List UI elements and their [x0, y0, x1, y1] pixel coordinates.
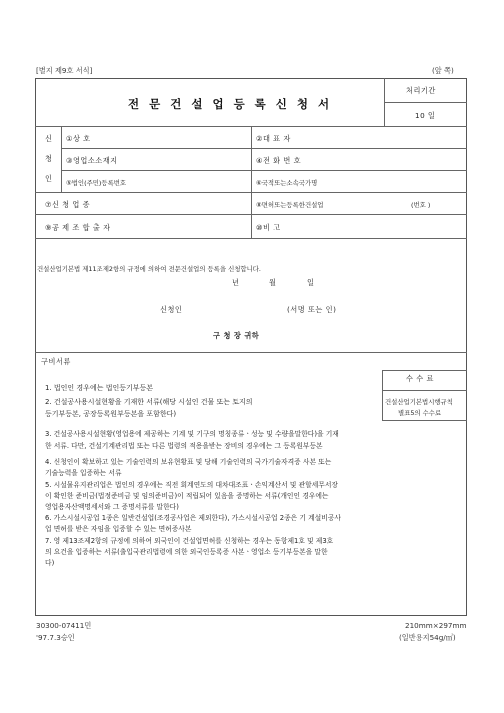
divider: [35, 352, 467, 353]
doc-line-3: 등기부등본, 공장등록원부등본을 포함한다): [45, 410, 177, 418]
divider: [382, 370, 467, 371]
signature-label: (서명 또는 인): [287, 305, 337, 314]
approval-date: '97.7.3승인: [36, 633, 75, 642]
doc-line-9: 이 확인한 준비금(법정준비금 및 임의준비금)이 적립되어 있음을 증명하는 서류(개인인 경우에는: [45, 492, 329, 500]
paper-size: 210mm×297mm: [405, 621, 467, 630]
doc-line-15: 다): [45, 559, 55, 567]
processing-period-label: 처리기간: [406, 86, 436, 95]
doc-line-5: 한 서류. 다만, 건설기계관리법 또는 다른 법령의 적용을받는 장비의 경우에는 그 등록원부등본: [45, 442, 323, 450]
corp-reg-no-label: ⑤법인(주민)등록번호: [66, 179, 127, 187]
divider: [61, 170, 467, 171]
divider: [35, 238, 467, 239]
doc-line-13: 7. 영 제13조제2항의 규정에 의하여 외국인이 건설업면허를 신청하는 경우는 동항제1호 및 제3호: [45, 537, 334, 545]
processing-period-value: 10 일: [415, 111, 436, 120]
license-no-suffix: (번호 ): [411, 201, 431, 209]
divider: [384, 102, 467, 103]
doc-line-8: 5. 시설물유지관리업은 법인의 경우에는 직전 회계연도의 대차대조표ㆍ손익계산서 및 관할세무서장: [45, 481, 338, 489]
doc-line-1: 1. 법인인 경우에는 법인등기부등본: [45, 384, 154, 392]
business-type-label: ⑦신 청 업 종: [45, 200, 91, 209]
divider: [382, 370, 383, 420]
trade-name-label: ①상 호: [66, 134, 91, 143]
applicant-vertical-1: 신: [45, 134, 53, 143]
license-no-label: ⑧면허또는등록한건설업: [256, 201, 324, 209]
doc-line-14: 의 요건을 입증하는 서류(출입국관리법령에 의한 외국인등록증 사본ㆍ영업소 등기부등본을 말한: [45, 548, 328, 556]
addressee: 구 청 장 귀하: [213, 331, 260, 340]
doc-line-7: 기술능력을 입증하는 서류: [45, 469, 122, 477]
declaration-text: 건설산업기본법 제11조제2항의 규정에 의하여 전문건설업의 등록을 신청합니다.: [37, 265, 261, 273]
nationality-label: ⑥국적또는소속국가명: [256, 179, 318, 187]
applicant-vertical-3: 인: [45, 174, 53, 183]
form-title: 전 문 건 설 업 등 록 신 청 서: [128, 97, 333, 111]
fee-text-1: 건설산업기본법시행규칙: [385, 398, 453, 406]
paper-weight: (일반용지54g/㎡): [399, 633, 456, 642]
doc-line-2: 2. 건설공사용시설현황을 기재한 서류(해당 시설인 건물 또는 토지의: [45, 398, 253, 406]
doc-line-6: 4. 신청인이 확보하고 있는 기술인력의 보유현황표 및 당해 기술인력의 국가기술자격증 사본 또는: [45, 458, 332, 466]
docs-title: 구비서류: [41, 357, 71, 366]
business-address-label: ③영업소소재지: [66, 156, 118, 165]
divider: [61, 126, 62, 192]
representative-label: ②대 표 자: [256, 134, 291, 143]
phone-label: ④전 화 번 호: [256, 156, 302, 165]
divider: [382, 420, 467, 421]
doc-line-12: 업 면허를 받은 자임을 입증할 수 있는 면허증사본: [45, 525, 192, 533]
applicant-label: 신청인: [160, 305, 183, 314]
fee-text-2: 별표5의 수수료: [398, 409, 442, 417]
side-label: (앞 쪽): [432, 66, 454, 75]
form-label: [별지 제9호 서식]: [36, 66, 93, 75]
doc-line-10: 영업용자산액명세서와 그 증명서류를 말한다): [45, 503, 179, 511]
capital-label: ⑨공 제 조 합 출 자: [45, 223, 111, 232]
date-month: 월: [269, 278, 277, 287]
divider: [382, 390, 467, 391]
date-day: 일: [307, 278, 315, 287]
doc-line-4: 3. 건설공사용시설현황(영업용에 제공하는 기계 및 기구의 명칭종류ㆍ성능 및 수량을말한다)을 기재: [45, 430, 339, 438]
fee-label: 수 수 료: [406, 374, 434, 383]
doc-line-11: 6. 가스시설시공업 1종은 일반건설업(조경공사업은 제외한다), 가스시설시공업 2종은 기 계설비공사: [45, 514, 341, 522]
divider: [61, 148, 467, 149]
form-code: 30300-07411민: [36, 621, 92, 630]
remarks-label: ⑩비 고: [256, 223, 281, 232]
date-year: 년: [232, 278, 240, 287]
applicant-vertical-2: 청: [45, 154, 53, 163]
divider: [251, 126, 252, 238]
